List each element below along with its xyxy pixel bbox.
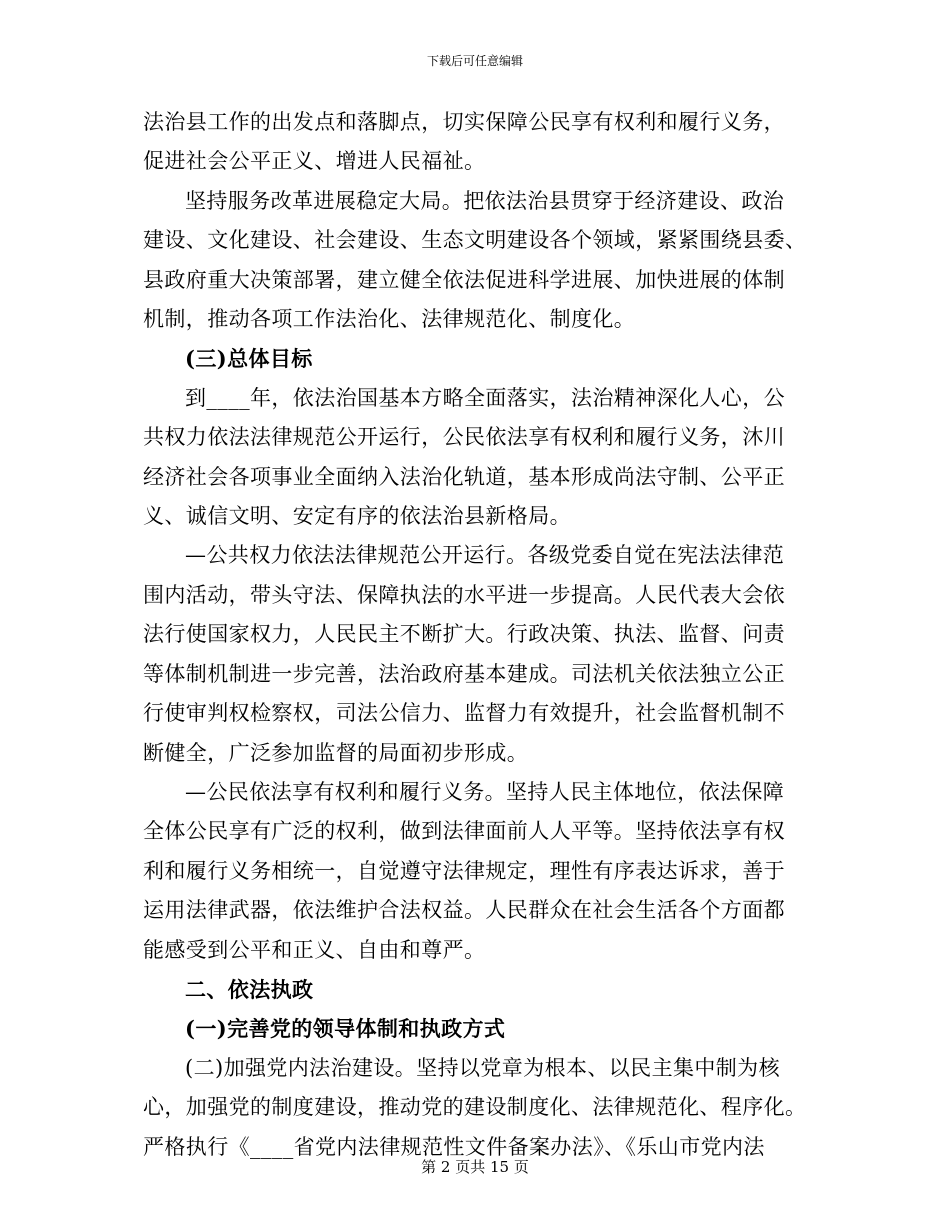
paragraph-line: 县政府重大决策部署，建立健全依法促进科学进展、加快进展的体制: [143, 267, 785, 292]
paragraph: [143, 379, 807, 537]
paragraph-line: 能感受到公平和正义、自由和尊严。: [143, 937, 486, 962]
paragraph-line: 机制，推动各项工作法治化、法律规范化、制度化。: [143, 307, 636, 332]
paragraph-line: 利和履行义务相统一，自觉遵守法律规定，理性有序表达诉求，善于: [143, 858, 785, 883]
paragraph-line: 法治县工作的出发点和落脚点，切实保障公民享有权利和履行义务，: [143, 110, 785, 134]
paragraph-line: 到____年，依法治国基本方略全面落实，法治精神深化人心，公: [185, 385, 785, 410]
paragraph-line: 等体制机制进一步完善，法治政府基本建成。司法机关依法独立公正: [143, 661, 785, 686]
paragraph-line: 经济社会各项事业全面纳入法治化轨道，基本形成尚法守制、公平正: [143, 464, 785, 489]
section-heading: 二、依法执政: [185, 976, 314, 1002]
paragraph-line: 建设、文化建设、社会建设、生态文明建设各个领域，紧紧围绕县委、: [143, 228, 807, 253]
paragraph: [143, 103, 807, 182]
paragraph-line: 义、诚信文明、安定有序的依法治县新格局。: [143, 504, 571, 529]
document-body: [143, 103, 807, 1167]
paragraph-line: 运用法律武器，依法维护合法权益。人民群众在社会生活各个方面都: [143, 898, 785, 923]
paragraph-line: 围内活动，带头守法、保障执法的水平进一步提高。人民代表大会依: [143, 582, 785, 607]
paragraph-line: —公民依法享有权利和履行义务。坚持人民主体地位，依法保障: [185, 779, 785, 804]
paragraph-line: 法行使国家权力，人民民主不断扩大。行政决策、执法、监督、问责: [143, 622, 785, 647]
paragraph: [143, 182, 807, 340]
paragraph-line: 促进社会公平正义、增进人民福祉。: [143, 149, 486, 174]
section-heading: (三)总体目标: [185, 346, 313, 372]
paragraph: [143, 536, 807, 772]
paragraph-line: 行使审判权检察权，司法公信力、监督力有效提升，社会监督机制不: [143, 701, 785, 726]
paragraph-line: 坚持服务改革进展稳定大局。把依法治县贯穿于经济建设、政治: [185, 188, 785, 213]
page-header: 下载后可任意编辑: [426, 54, 523, 68]
paragraph-line: 断健全，广泛参加监督的局面初步形成。: [143, 740, 529, 765]
paragraph-line: —公共权力依法法律规范公开运行。各级党委自觉在宪法法律范: [185, 543, 785, 568]
page-footer: 第 2 页共 15 页: [421, 1158, 529, 1176]
paragraph: [143, 1049, 807, 1167]
paragraph-line: 严格执行《____省党内法律规范性文件备案办法》、《乐山市党内法: [143, 1134, 765, 1159]
section-heading: (一)完善党的领导体制和执政方式: [185, 1016, 506, 1042]
paragraph-line: 共权力依法法律规范公开运行，公民依法享有权利和履行义务，沐川: [143, 425, 785, 450]
paragraph-line: 心，加强党的制度建设，推动党的建设制度化、法律规范化、程序化。: [143, 1095, 807, 1120]
paragraph: [143, 773, 807, 970]
paragraph-line: 全体公民享有广泛的权利，做到法律面前人人平等。坚持依法享有权: [143, 819, 785, 844]
paragraph-line: (二)加强党内法治建设。坚持以党章为根本、以民主集中制为核: [185, 1055, 780, 1080]
